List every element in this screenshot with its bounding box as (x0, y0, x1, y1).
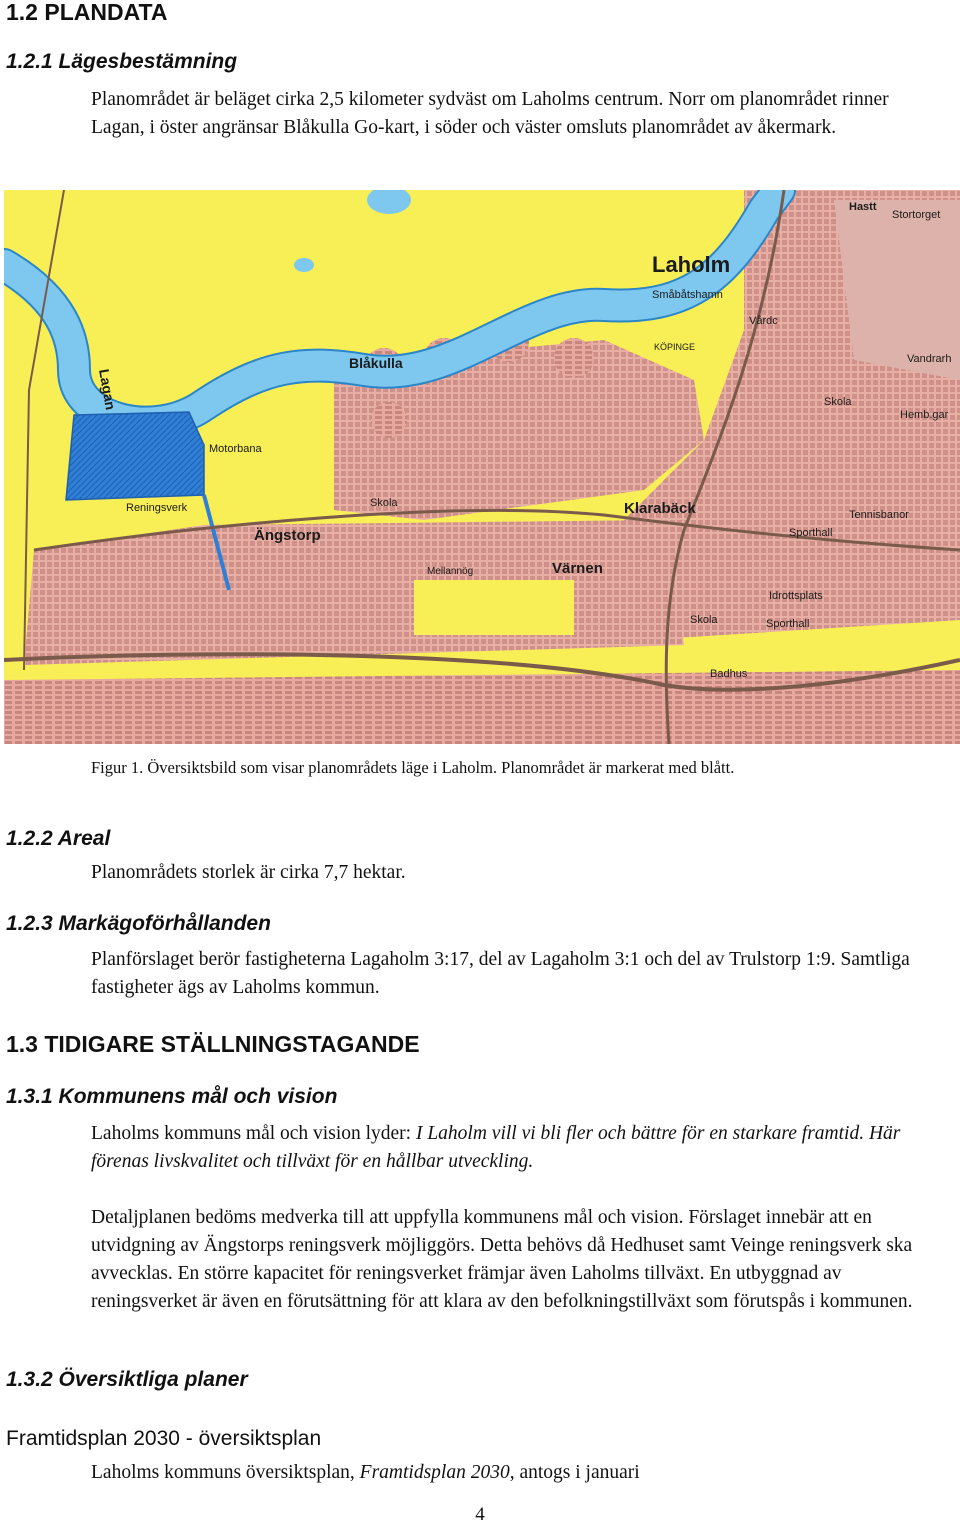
map-label-angstorp: Ängstorp (254, 527, 321, 544)
subheading-framtidsplan: Framtidsplan 2030 - översiktsplan (6, 1427, 322, 1450)
map-label-klarabacka: Klarabäck (624, 500, 696, 517)
overview-map (4, 190, 960, 744)
map-label-koping: KÖPINGE (654, 342, 696, 352)
circular-block (554, 338, 594, 378)
vision-lead-text: Laholms kommuns mål och vision lyder: (91, 1123, 416, 1144)
map-label-smabatshamn: Småbåtshamn (652, 289, 723, 301)
map-label-hemb-gar: Hemb.gar (900, 409, 949, 421)
pond (294, 258, 314, 272)
section-heading-tidigare: 1.3 TIDIGARE STÄLLNINGSTAGANDE (6, 1031, 420, 1057)
map-label-lagan: Lagan (96, 367, 119, 412)
paragraph-oversiktsplan (91, 1459, 936, 1487)
map-label-reningsverk: Reningsverk (126, 502, 188, 514)
map-label-vardc: Vårdc (749, 315, 778, 327)
map-label-blakulla: Blåkulla (349, 355, 403, 371)
paragraph-lagesbestamning (91, 86, 936, 142)
vision-paragraph (91, 1120, 936, 1176)
section-heading-areal: 1.2.2 Areal (6, 827, 111, 850)
map-label-mellannog: Mellannög (427, 566, 474, 577)
map-label-hastt: Hastt (849, 201, 877, 213)
vision-statement: I Laholm vill vi bli fler och bättre för en starkare framtid. Här förenas livskvalitet och tillväxt för en hållbar utveckling. (91, 1123, 901, 1172)
map-label-tennisbanor: Tennisbanor (849, 509, 909, 521)
map-label-laholm: Laholm (652, 252, 731, 277)
map-label-sporthall-2: Sporthall (766, 618, 810, 630)
open-field (414, 580, 574, 635)
map-label-skola-ne: Skola (824, 396, 852, 408)
section-heading-oversiktliga: 1.3.2 Översiktliga planer (6, 1368, 248, 1391)
page-number: 4 (475, 1504, 485, 1525)
section-heading-markagoforhallanden: 1.2.3 Markägoförhållanden (6, 912, 271, 935)
section-heading-lagesbestamning: 1.2.1 Lägesbestämning (6, 50, 238, 73)
plan-area-marker (66, 412, 204, 500)
map-label-varnen: Värnen (552, 560, 603, 577)
detaljplan-paragraph: Detaljplanen bedöms medverka till att uppfylla kommunens mål och vision. Förslaget innebär att en utvidgning av Ängstorps reningsverk möjliggörs. Detta behövs då Hedhuset samt Veinge reningsverk ska avvecklas. En större kapacitet för reningsverket främjar även Laholms tillväxt. En utbyggnad av reningsverket är även en förutsättning för att klara av den befolkningstillväxt som förutspås i kommunen. (91, 1207, 913, 1312)
overview-map-graphic (4, 190, 960, 744)
paragraph-markagoforhallanden: Planförslaget berör fastigheterna Lagaholm 3:17, del av Lagaholm 3:1 och del av Trulstorp 1:9. Samtliga fastigheter ägs av Laholms kommun. (91, 949, 910, 998)
map-label-vandrarh: Vandrarh (907, 353, 952, 365)
paragraph-areal: Planområdets storlek är cirka 7,7 hektar. (91, 862, 406, 883)
southern-industrial-area (4, 670, 960, 744)
oversiktsplan-lead: Laholms kommuns översiktsplan, (91, 1462, 360, 1483)
map-label-stortorget: Stortorget (892, 209, 941, 221)
map-label-idrottsplats: Idrottsplats (769, 590, 823, 602)
oversiktsplan-tail: , antogs i januari (509, 1462, 640, 1483)
section-heading-mal-och-vision: 1.3.1 Kommunens mål och vision (6, 1085, 338, 1108)
map-label-sporthall-1: Sporthall (789, 527, 833, 539)
section-heading-plandata: 1.2 PLANDATA (6, 0, 168, 25)
figure-caption: Figur 1. Översiktsbild som visar planområdets läge i Laholm. Planområdet är markerat med blått. (91, 758, 735, 777)
map-label-skola-s: Skola (690, 614, 718, 626)
map-label-badhus: Badhus (710, 668, 748, 680)
paragraph-text: Planområdet är beläget cirka 2,5 kilometer sydväst om Laholms centrum. Norr om planområdet rinner Lagan, i öster angränsar Blåkulla Go-kart, i söder och väster omsluts planområdet av åkermark. (91, 89, 889, 138)
varnen-residential-area (24, 520, 684, 665)
paragraph-mal-och-vision (91, 1120, 936, 1316)
oversiktsplan-title: Framtidsplan 2030 (359, 1462, 510, 1483)
circular-block (371, 402, 407, 438)
map-label-motorbana: Motorbana (209, 443, 262, 455)
map-label-skola-w: Skola (370, 497, 398, 509)
